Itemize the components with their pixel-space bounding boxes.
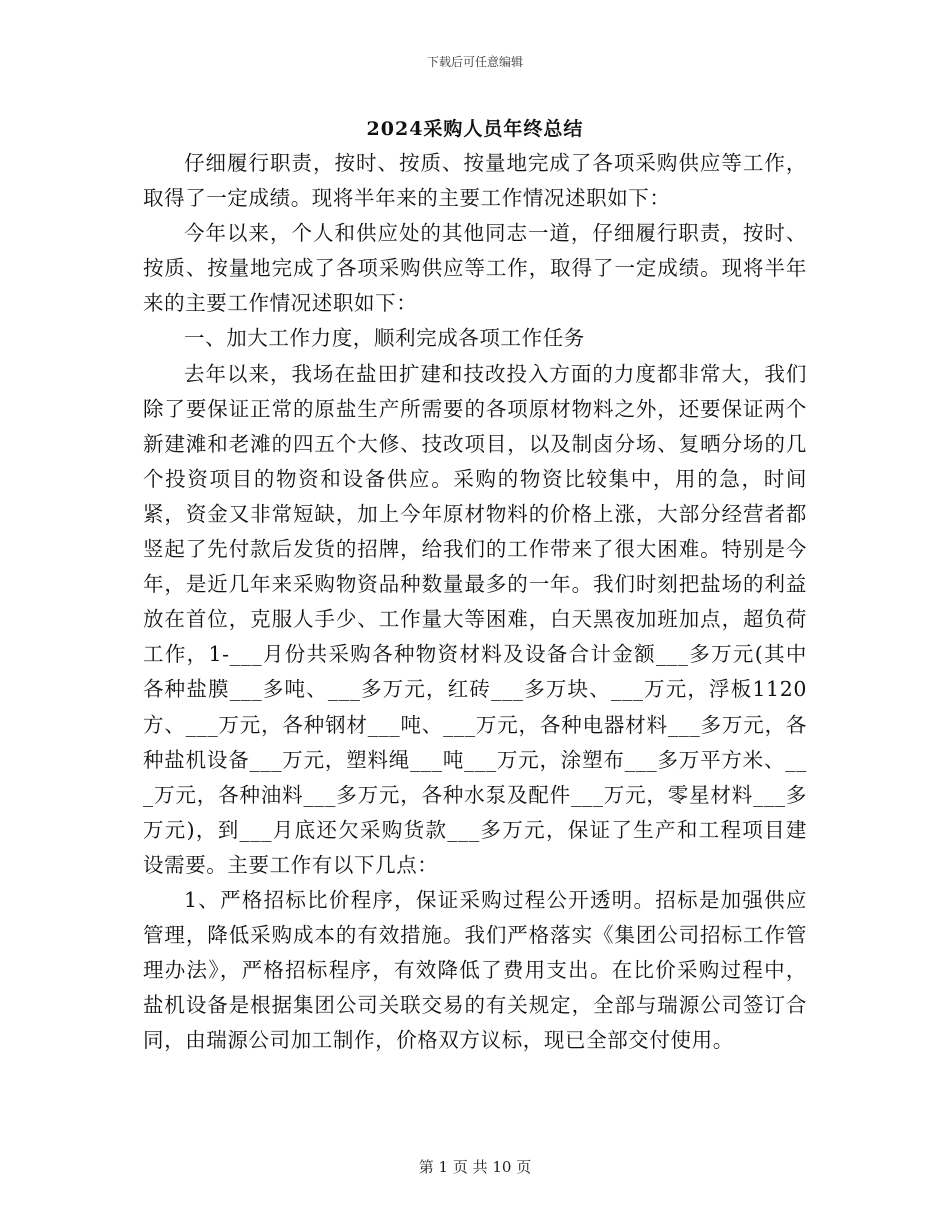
paragraph-procurement-details: 去年以来，我场在盐田扩建和技改投入方面的力度都非常大，我们除了要保证正常的原盐生产所需要的各项原材物料之外，还要保证两个新建滩和老滩的四五个大修、技改项目，以及制卤分场、复晒分场的几个投资项目的物资和设备供应。采购的物资比较集中，用的急，时间紧，资金又非常短缺，加上今年原材物料的价格上涨，大部分经营者都竖起了先付款后发货的招牌，给我们的工作带来了很大困难。特别是今年，是近几年来采购物资品种数量最多的一年。我们时刻把盐场的利益放在首位，克服人手少、工作量大等困难，白天黑夜加班加点，超负荷工作，1-___月份共采购各种物资材料及设备合计金额___多万元(其中各种盐膜___多吨、___多万元，红砖___多万块、___万元，浮板1120方、___万元，各种钢材___吨、___万元，各种电器材料___多万元，各种盐机设备___万元，塑料绳___吨___万元，涂塑布___多万平方米、___万元，各种油料___多万元，各种水泵及配件___万元，零星材料___多万元)，到___月底还欠采购货款___多万元，保证了生产和工程项目建设需要。主要工作有以下几点： bbox=[143, 361, 807, 877]
header-note: 下载后可任意编辑 bbox=[426, 55, 523, 69]
document-title: 2024采购人员年终总结 bbox=[366, 118, 584, 140]
paragraph-tendering: 1、严格招标比价程序，保证采购过程公开透明。招标是加强供应管理，降低采购成本的有效措施。我们严格落实《集团公司招标工作管理办法》，严格招标程序，有效降低了费用支出。在比价采购过程中，盐机设备是根据集团公司关联交易的有关规定，全部与瑞源公司签订合同，由瑞源公司加工制作，价格双方议标，现已全部交付使用。 bbox=[143, 887, 807, 1053]
document-body bbox=[143, 146, 807, 1058]
section-heading: 一、加大工作力度，顺利完成各项工作任务 bbox=[184, 326, 585, 351]
paragraph-summary: 今年以来，个人和供应处的其他同志一道，仔细履行职责，按时、按质、按量地完成了各项采购供应等工作，取得了一定成绩。现将半年来的主要工作情况述职如下： bbox=[143, 221, 807, 316]
page-number-footer: 第 1 页 共 10 页 bbox=[418, 1158, 532, 1176]
paragraph-intro: 仔细履行职责，按时、按质、按量地完成了各项采购供应等工作，取得了一定成绩。现将半年来的主要工作情况述职如下： bbox=[143, 151, 807, 211]
